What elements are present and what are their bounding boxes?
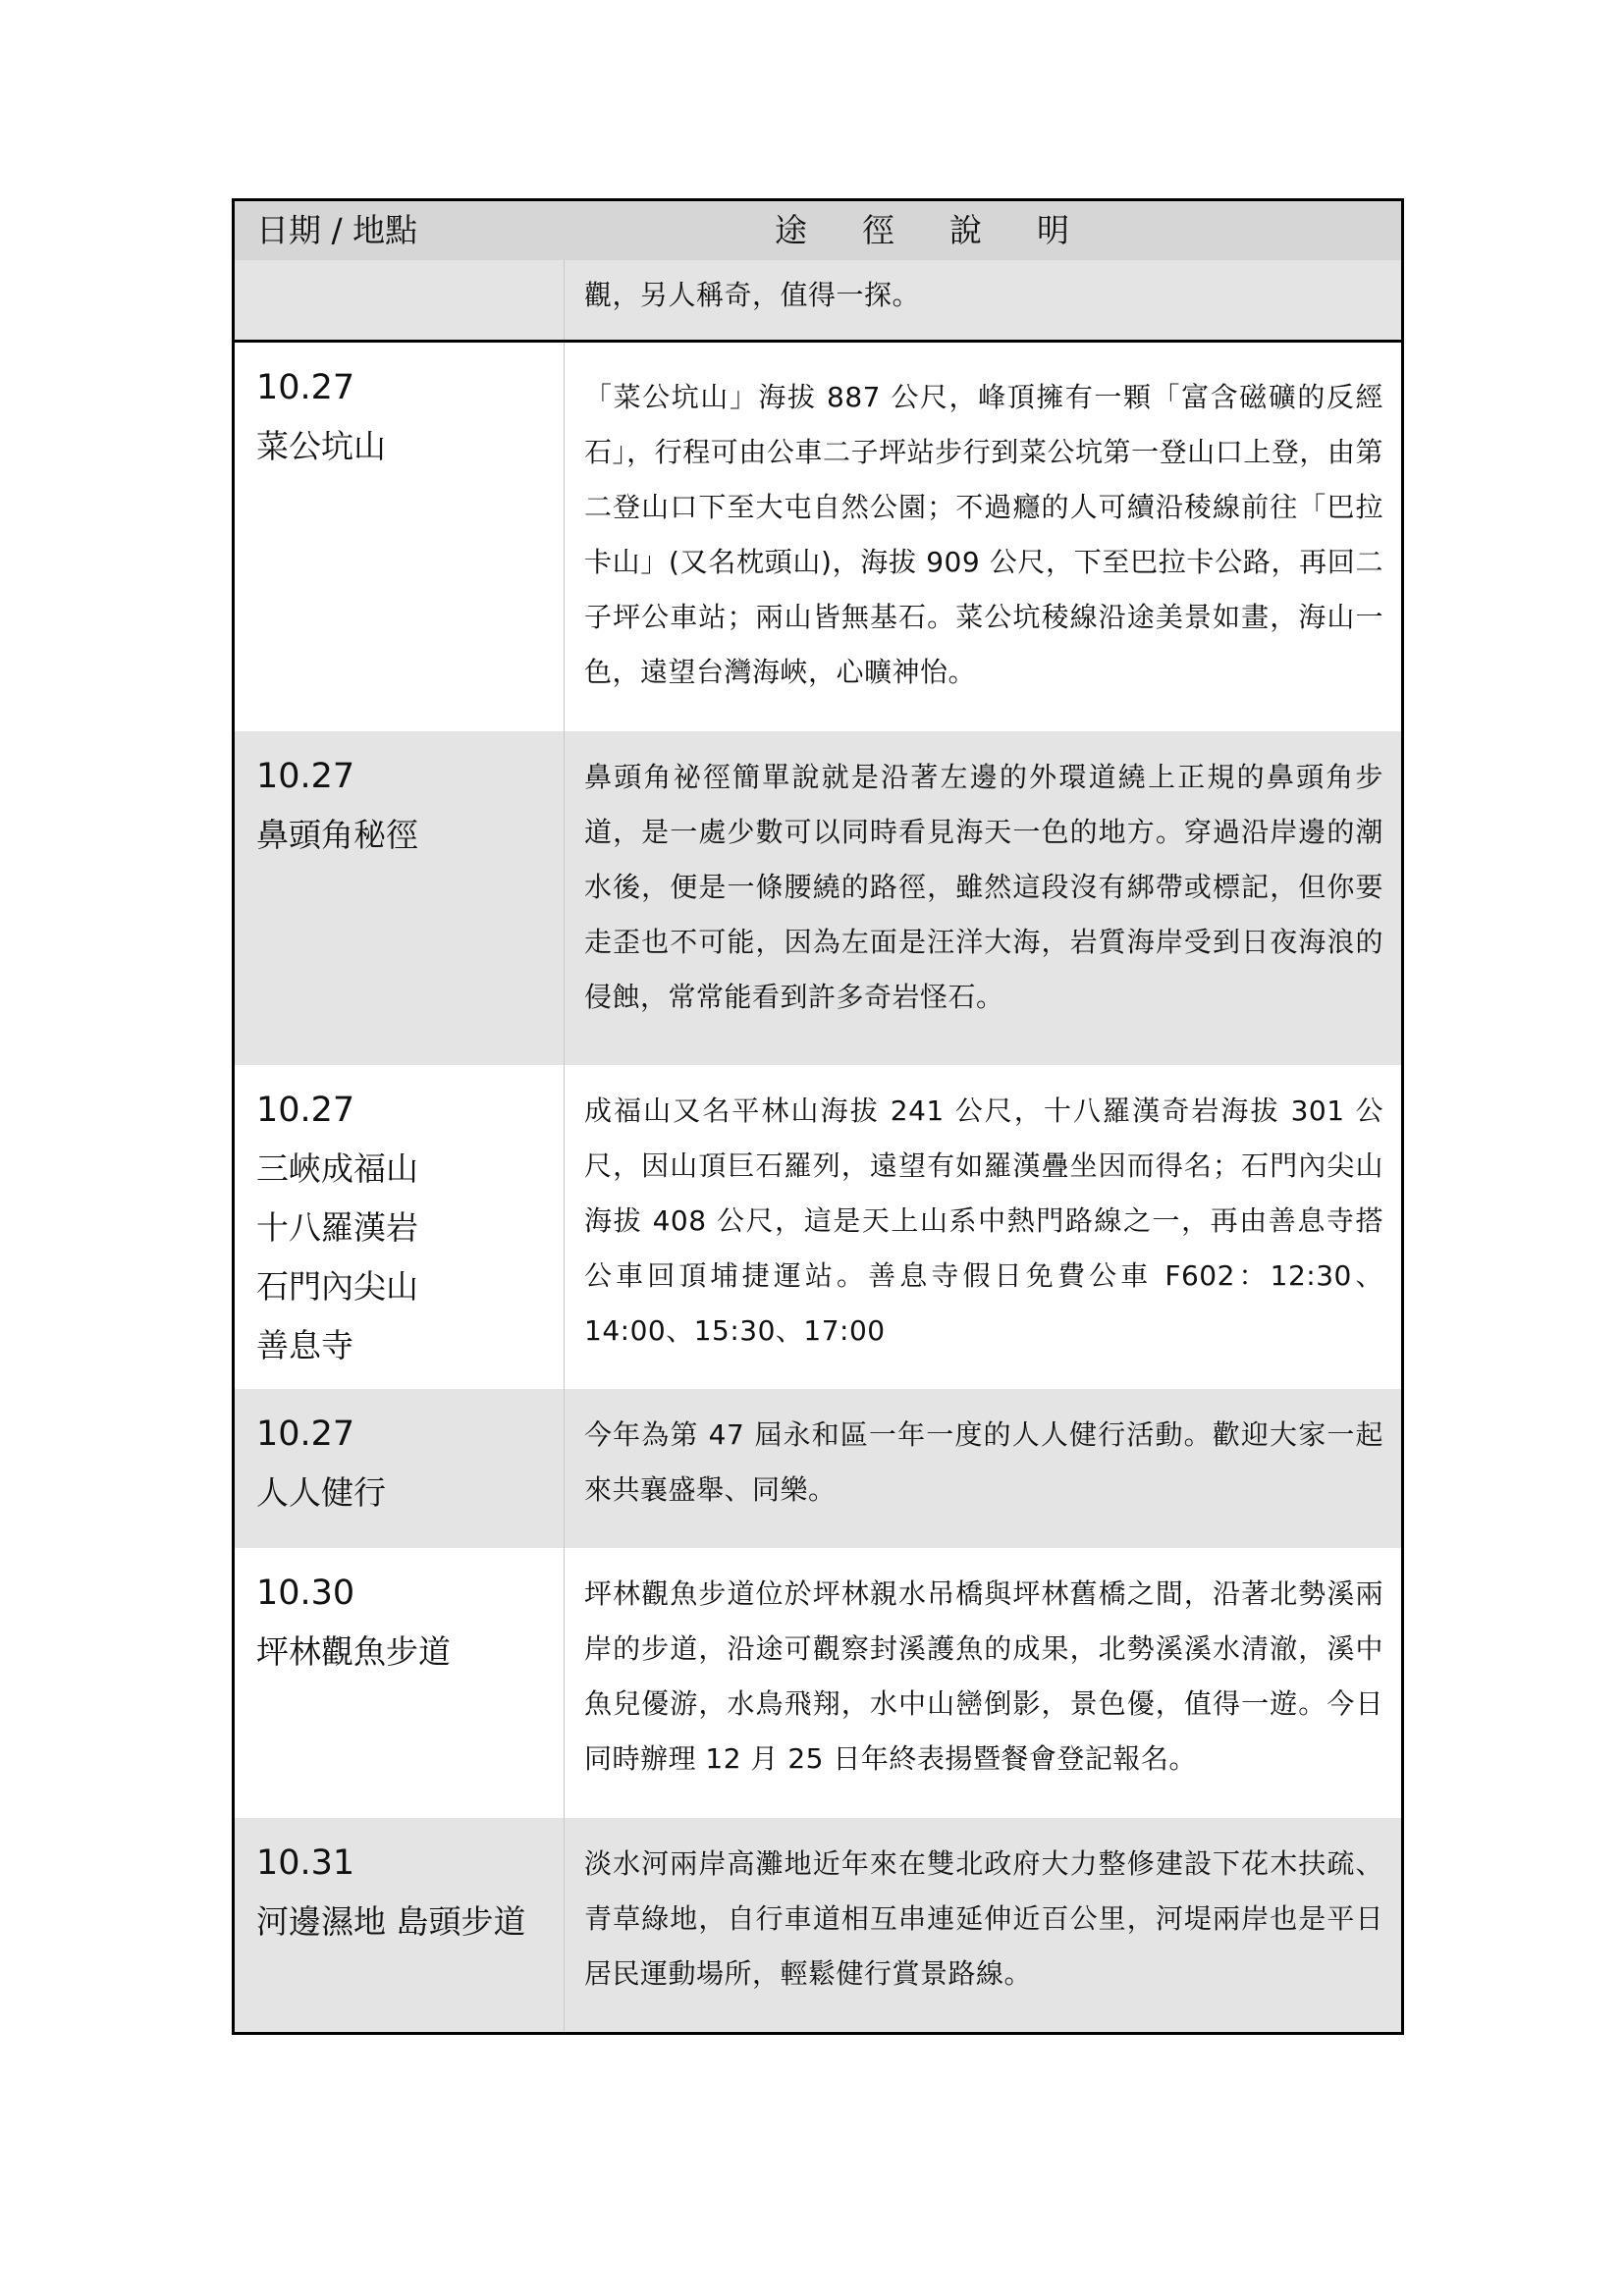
table-row [235, 1389, 1401, 1548]
date-place-cell [235, 343, 565, 731]
event-description: 坪林觀魚步道位於坪林親水吊橋與坪林舊橋之間，沿著北勢溪兩岸的步道，沿途可觀察封溪護魚的成果，北勢溪溪水清澈，溪中魚兒優游，水鳥飛翔，水中山巒倒影，景色優，值得一遊。今日同時辦理 12 月 25 日年終表揚暨餐會登記報名。 [584, 1577, 1383, 1775]
date-place-cell [235, 1389, 565, 1548]
table-header [235, 201, 1401, 260]
event-date: 10.27 [256, 1091, 355, 1130]
table-row [235, 1548, 1401, 1818]
event-place: 善息寺 [256, 1326, 353, 1364]
date-place-cell [235, 1548, 565, 1818]
event-description: 「菜公坑山」海拔 887 公尺，峰頂擁有一顆「富含磁礦的反經石」，行程可由公車二子坪站步行到菜公坑第一登山口上登，由第二登山口下至大屯自然公園；不過癮的人可續沿稜線前往「巴拉卡山」(又名枕頭山)，海拔 909 公尺，下至巴拉卡公路，再回二子坪公車站；兩山皆無基石。菜公坑稜線沿途美景如畫，海山一色，遠望台灣海峽，心曠神怡。 [584, 381, 1383, 688]
header-route-description: 途徑說明 [775, 211, 1124, 249]
event-date: 10.30 [256, 1574, 355, 1613]
event-place: 鼻頭角秘徑 [256, 816, 418, 854]
event-date: 10.31 [256, 1843, 355, 1883]
header-date-place: 日期 / 地點 [256, 211, 418, 249]
date-place-cell [235, 731, 565, 1065]
event-place: 菜公坑山 [256, 427, 386, 465]
table-row [235, 1818, 1401, 2032]
continuation-text: 觀，另人稱奇，值得一探。 [584, 279, 921, 311]
date-place-cell [235, 1065, 565, 1389]
table-row [235, 343, 1401, 731]
event-place: 坪林觀魚步道 [256, 1632, 451, 1671]
event-date: 10.27 [256, 1415, 355, 1454]
event-description: 淡水河兩岸高灘地近年來在雙北政府大力整修建設下花木扶疏、青草綠地，自行車道相互串連延伸近百公里，河堤兩岸也是平日居民運動場所，輕鬆健行賞景路線。 [584, 1847, 1383, 1990]
event-date: 10.27 [256, 368, 355, 407]
event-description: 今年為第 47 屆永和區一年一度的人人健行活動。歡迎大家一起來共襄盛舉、同樂。 [584, 1418, 1383, 1506]
date-place-cell [235, 1818, 565, 2032]
event-place: 石門內尖山 [256, 1267, 418, 1306]
event-description: 成福山又名平林山海拔 241 公尺，十八羅漢奇岩海拔 301 公尺，因山頂巨石羅列，遠望有如羅漢疊坐因而得名；石門內尖山海拔 408 公尺，這是天上山系中熱門路線之一，再由善息寺搭公車回頂埔捷運站。善息寺假日免費公車 F602：12:30、14:00、15:30、17:00 [584, 1095, 1383, 1347]
event-description: 鼻頭角祕徑簡單說就是沿著左邊的外環道繞上正規的鼻頭角步道，是一處少數可以同時看見海天一色的地方。穿過沿岸邊的潮水後，便是一條腰繞的路徑，雖然這段沒有綁帶或標記，但你要走歪也不可能，因為左面是汪洋大海，岩質海岸受到日夜海浪的侵蝕，常常能看到許多奇岩怪石。 [584, 761, 1383, 1013]
schedule-table [232, 198, 1404, 2035]
event-place: 三峽成福山 [256, 1149, 418, 1188]
event-place: 十八羅漢岩 [256, 1208, 418, 1247]
event-place: 人人健行 [256, 1473, 386, 1512]
table-row [235, 731, 1401, 1065]
event-place: 河邊濕地 島頭步道 [256, 1902, 526, 1941]
continuation-row [235, 260, 1401, 343]
table-row [235, 1065, 1401, 1389]
event-date: 10.27 [256, 757, 355, 796]
continuation-left-cell [235, 260, 565, 340]
